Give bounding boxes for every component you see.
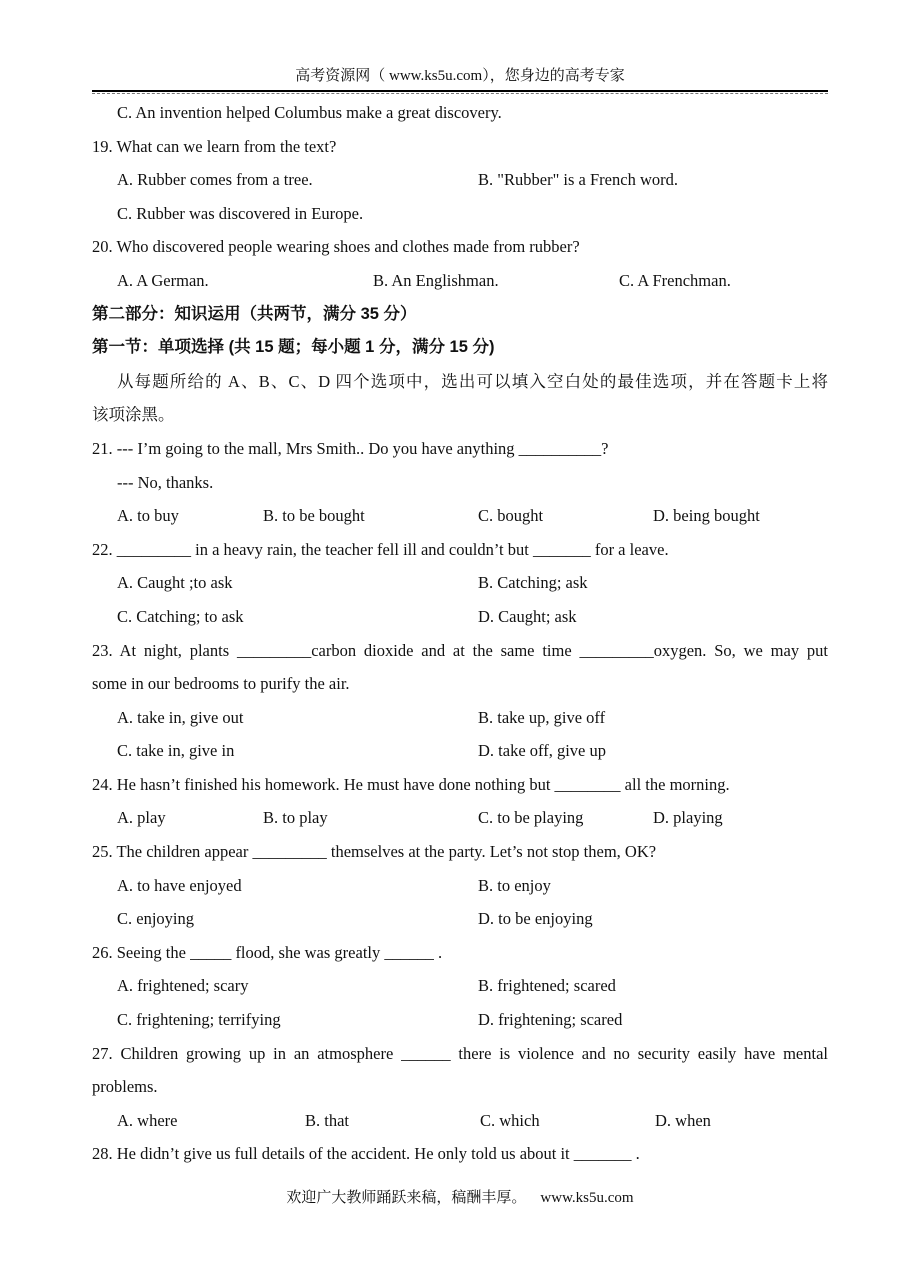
question-22-options-row-1 <box>92 566 828 600</box>
question-27-stem-line-1: 27. Children growing up in an atmosphere ______ there is violence and no security easily have mental <box>92 1043 828 1063</box>
question-19-options-row-1 <box>92 163 828 197</box>
question-23-option-b: B. take up, give off <box>478 707 606 727</box>
part2-heading: 第二部分：知识运用（共两节，满分 35 分） <box>92 304 417 323</box>
question-21-options-row <box>92 499 828 533</box>
question-26-option-c: C. frightening; terrifying <box>117 1010 281 1030</box>
question-26-options-row-1 <box>92 969 828 1003</box>
question-20-option-a: A. A German. <box>117 270 209 290</box>
page-footer <box>0 1185 920 1211</box>
question-22-stem: 22. _________ in a heavy rain, the teacher fell ill and couldn’t but _______ for a leave. <box>92 539 669 559</box>
question-25-option-a: A. to have enjoyed <box>117 875 242 895</box>
question-19-option-c: C. Rubber was discovered in Europe. <box>117 203 364 223</box>
question-27-stem-line-2: problems. <box>92 1077 158 1097</box>
question-19-stem: 19. What can we learn from the text? <box>92 136 337 156</box>
question-22-option-c: C. Catching; to ask <box>117 606 244 626</box>
question-22-option-b: B. Catching; ask <box>478 573 588 593</box>
instructions-line-1: 从每题所给的 A、B、C、D 四个选项中，选出可以填入空白处的最佳选项，并在答题卡上将 <box>117 371 828 391</box>
question-22-option-a: A. Caught ;to ask <box>117 573 233 593</box>
question-22-options-row-2 <box>92 600 828 634</box>
question-23-option-a: A. take in, give out <box>117 707 244 727</box>
question-23-options-row-1 <box>92 701 828 735</box>
question-26-options-row-2 <box>92 1003 828 1037</box>
section1-heading: 第一节：单项选择 (共 15 题；每小题 1 分，满分 15 分) <box>92 338 495 357</box>
exam-content <box>92 96 828 1171</box>
question-25-option-d: D. to be enjoying <box>478 909 593 929</box>
question-25-option-c: C. enjoying <box>117 909 194 929</box>
question-26-option-a: A. frightened; scary <box>117 976 249 996</box>
question-26-option-b: B. frightened; scared <box>478 976 616 996</box>
page-header <box>0 64 920 88</box>
question-27-option-b: B. that <box>305 1110 349 1130</box>
question-22-option-d: D. Caught; ask <box>478 606 577 626</box>
question-20-options-row <box>92 264 828 298</box>
question-21-option-b: B. to be bought <box>263 506 365 526</box>
question-27-option-d: D. when <box>655 1110 711 1130</box>
question-25-options-row-1 <box>92 869 828 903</box>
footer-message: 欢迎广大教师踊跃来稿，稿酬丰厚。 <box>286 1190 527 1206</box>
question-26-stem: 26. Seeing the _____ flood, she was greatly ______ . <box>92 942 443 962</box>
question-19-option-a: A. Rubber comes from a tree. <box>117 170 313 190</box>
question-20-stem: 20. Who discovered people wearing shoes and clothes made from rubber? <box>92 237 580 257</box>
question-24-option-c: C. to be playing <box>478 808 584 828</box>
question-19-option-b: B. "Rubber" is a French word. <box>478 170 678 190</box>
question-21-stem: 21. --- I’m going to the mall, Mrs Smith.. Do you have anything __________? <box>92 438 609 458</box>
footer-site-url: www.ks5u.com <box>540 1190 634 1206</box>
question-27-options-row <box>92 1104 828 1138</box>
question-20-option-c: C. A Frenchman. <box>619 270 731 290</box>
question-20-option-b: B. An Englishman. <box>373 270 499 290</box>
question-24-option-d: D. playing <box>653 808 723 828</box>
question-24-option-a: A. play <box>117 808 166 828</box>
question-23-stem-line-1: 23. At night, plants _________carbon dioxide and at the same time _________oxygen. So, we may put <box>92 640 828 660</box>
question-23-stem-line-2: some in our bedrooms to purify the air. <box>92 674 350 694</box>
question-23-option-c: C. take in, give in <box>117 741 235 761</box>
instructions-line-2: 该项涂黑。 <box>92 405 175 425</box>
header-title: 高考资源网（ www.ks5u.com），您身边的高考专家 <box>295 68 625 84</box>
question-21-reply: --- No, thanks. <box>117 472 214 492</box>
question-25-options-row-2 <box>92 902 828 936</box>
question-28-stem: 28. He didn’t give us full details of the accident. He only told us about it _______ . <box>92 1144 640 1164</box>
question-18-option-c: C. An invention helped Columbus make a great discovery. <box>117 103 502 122</box>
question-24-options-row <box>92 801 828 835</box>
question-27-option-a: A. where <box>117 1110 178 1130</box>
question-23-option-d: D. take off, give up <box>478 741 606 761</box>
question-25-stem: 25. The children appear _________ themselves at the party. Let’s not stop them, OK? <box>92 842 657 862</box>
header-divider <box>92 90 828 94</box>
question-26-option-d: D. frightening; scared <box>478 1010 623 1030</box>
question-25-option-b: B. to enjoy <box>478 875 551 895</box>
question-21-option-d: D. being bought <box>653 506 760 526</box>
question-21-option-c: C. bought <box>478 506 544 526</box>
question-24-stem: 24. He hasn’t finished his homework. He must have done nothing but ________ all the morning. <box>92 774 730 794</box>
question-24-option-b: B. to play <box>263 808 328 828</box>
question-27-option-c: C. which <box>480 1110 540 1130</box>
question-21-option-a: A. to buy <box>117 506 179 526</box>
question-23-options-row-2 <box>92 734 828 768</box>
